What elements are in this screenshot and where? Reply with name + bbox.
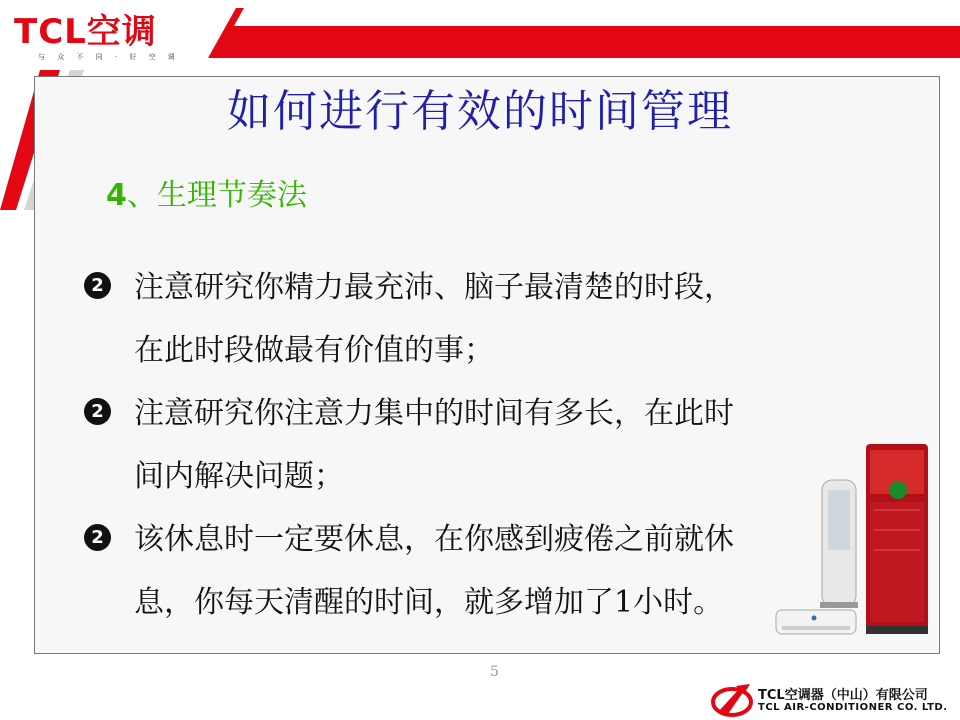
section-label: 、生理节奏法 xyxy=(126,178,307,213)
bullet-line: 注意研究你精力最充沛、脑子最清楚的时段， xyxy=(134,270,734,305)
bullet-line: 在此时段做最有价值的事； xyxy=(134,333,494,368)
bullet-line: 该休息时一定要休息，在你感到疲倦之前就休 xyxy=(134,522,734,557)
logo-slogan: 与 众 不 同 · 好 空 调 xyxy=(38,53,180,61)
list-item xyxy=(84,256,884,382)
company-name-cn: TCL空调器（中山）有限公司 xyxy=(758,688,928,703)
numbered-bullet-icon: 2 xyxy=(84,272,111,299)
bullet-line: 间内解决问题； xyxy=(134,459,344,494)
footer-company-logo xyxy=(710,682,950,718)
numbered-bullet-icon: 2 xyxy=(84,524,111,551)
company-name-en: TCL AIR-CONDITIONER CO. LTD. xyxy=(758,702,948,713)
bullet-list xyxy=(84,256,884,634)
logo-text: TCL空调 xyxy=(14,12,157,52)
bullet-line: 息，你每天清醒的时间，就多增加了1小时。 xyxy=(134,585,724,620)
tcl-logo xyxy=(14,12,214,68)
bullet-line: 注意研究你注意力集中的时间有多长，在此时 xyxy=(134,396,734,431)
list-item xyxy=(84,508,884,634)
numbered-bullet-icon: 2 xyxy=(84,398,111,425)
page-number: 5 xyxy=(490,664,499,680)
section-number: 4 xyxy=(106,178,127,213)
tcl-emblem-icon xyxy=(710,682,754,718)
air-conditioner-products-image xyxy=(770,440,940,640)
list-item xyxy=(84,382,884,508)
slide-title: 如何进行有效的时间管理 xyxy=(227,86,733,137)
section-heading xyxy=(106,176,307,216)
